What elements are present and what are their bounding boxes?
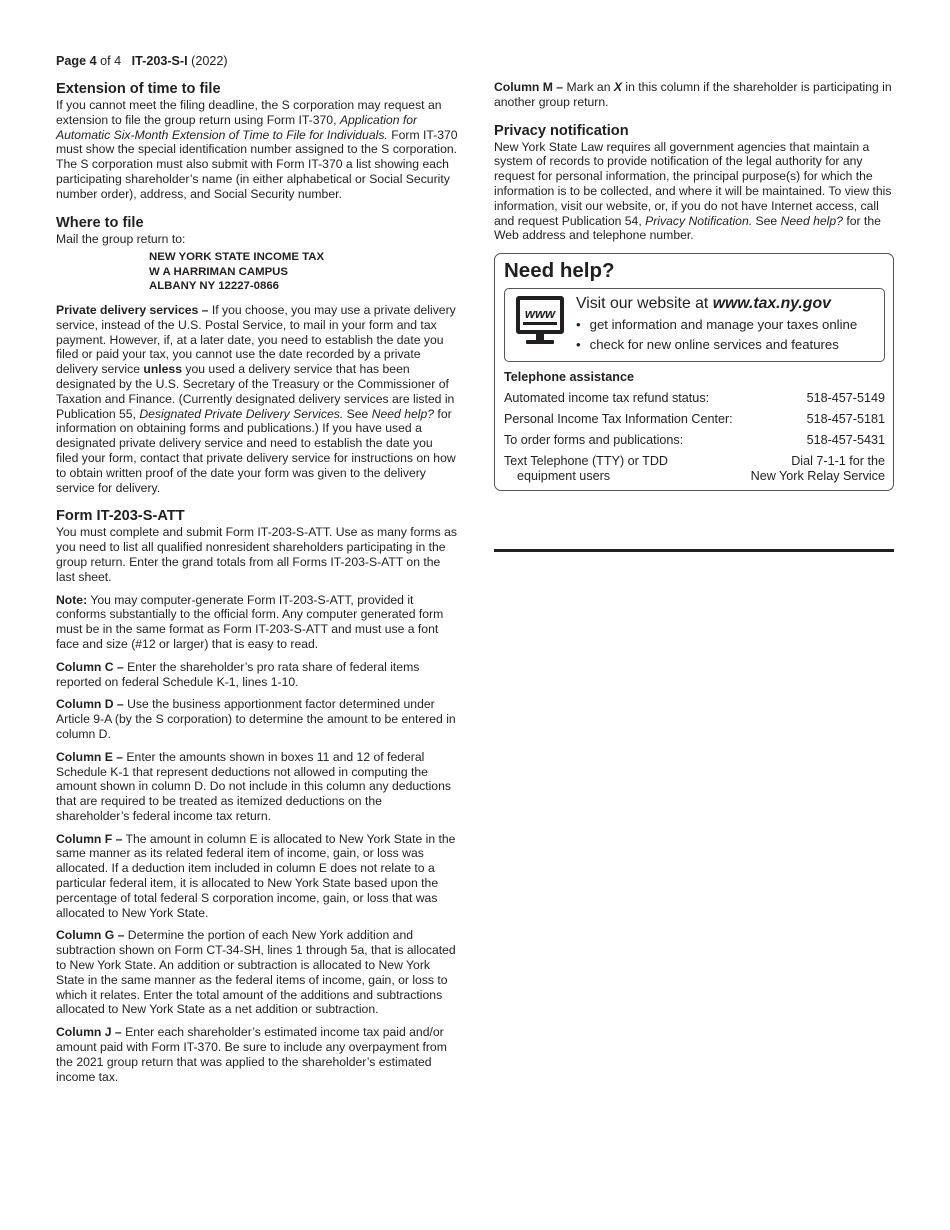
mailing-address: [149, 250, 458, 293]
extension-section: [56, 80, 458, 202]
tty-value: Dial 7-1-1 for the New York Relay Service: [750, 453, 885, 483]
private-delivery-text: Private delivery services – If you choose, you may use a private delivery service, instead of the U.S. Postal Service, to mail in your form and tax payment. However, if, at a later date, you need to establish the date you filed or paid your tax, you cannot use the date recorded by a private delivery service unless you used a delivery service that has been designated by the U.S. Secretary of the Treasury or the Commissioner of Taxation and Finance. (Currently designated delivery services are listed in Publication 55, Designated Private Delivery Services. See Need help? for information on obtaining forms and publications.) If you have used a designated private delivery service and need to establish the date you filed your form, contact that private delivery service for instructions on how to obtain written proof of the date your form was given to the delivery service for delivery.: [56, 302, 456, 495]
column-g-text: Column G – Determine the portion of each New York addition and subtraction shown on Form CT-34-SH, lines 1 through 5a, that is allocated to New York State. An addition or subtraction is allocated to New York State in the same manner as the federal items of income, gain, or loss to which it relates. Enter the total amount of the additions and subtractions allocated to New York State as a net addition or subtraction.: [56, 928, 456, 1017]
telephone-heading: Telephone assistance: [504, 370, 634, 385]
telephone-row: [504, 391, 885, 406]
www-icon-label: www: [524, 306, 556, 322]
form-number: IT-203-S-I: [131, 54, 188, 68]
extension-text: If you cannot meet the filing deadline, the S corporation may request an extension to file the group return using Form IT-370, Application for Automatic Six-Month Extension of Time to File for Individuals. Form IT-370 must show the special identification number assigned to the S corporation. The S corporation must also submit with Form IT-370 a list showing each participating shareholder’s name (in either alphabetical or Social Security number order), address, and Social Security number.: [56, 98, 458, 201]
left-column: [56, 80, 458, 1092]
address-line: W A HARRIMAN CAMPUS: [149, 265, 288, 278]
telephone-number: 518-457-5149: [806, 390, 885, 405]
website-bullets: [576, 315, 857, 355]
form-year: (2022): [191, 54, 228, 68]
website-box: [504, 288, 885, 362]
need-help-box: [494, 253, 894, 491]
page-header: [56, 54, 228, 69]
need-help-heading: Need help?: [504, 259, 615, 283]
tty-row: [504, 454, 885, 484]
list-item: • check for new online services and features: [576, 335, 857, 355]
privacy-section: [494, 122, 894, 244]
att-note: Note: You may computer-generate Form IT-203-S-ATT, provided it conforms substantially to the official form. Any computer generated form must be in the same format as Form IT-203-S-ATT and must use a font face and size (#12 or larger) that is easy to read.: [56, 592, 444, 651]
page-total: of 4: [100, 54, 122, 68]
where-intro: Mail the group return to:: [56, 231, 186, 246]
telephone-row: [504, 433, 885, 448]
telephone-number: 518-457-5431: [806, 432, 885, 447]
telephone-number: 518-457-5181: [806, 411, 885, 426]
telephone-label: Automated income tax refund status:: [504, 390, 710, 405]
right-column: [494, 80, 894, 491]
column-j-text: Column J – Enter each shareholder’s estimated income tax paid and/or amount paid with Form IT-370. Be sure to include any overpayment from the 2021 group return that was applied to the shareholder’s estimated income tax.: [56, 1025, 447, 1084]
where-heading: Where to file: [56, 214, 144, 231]
column-f-text: Column F – The amount in column E is allocated to New York State in the same manner as its related federal item of income, gain, or loss was allocated. If a deduction item included in column E does not relate to a particular federal item, it is allocated to New York State based upon the percentage of total federal S corporation income, gain, or loss that was allocated to New York State.: [56, 831, 456, 920]
address-line: ALBANY NY 12227-0866: [149, 279, 280, 292]
column-e-text: Column E – Enter the amounts shown in boxes 11 and 12 of federal Schedule K-1 that represent deductions not allowed in computing the amount shown in column D. Do not include in this column any deductions that are required to be treated as itemized deductions on the shareholder’s federal income tax return.: [56, 749, 451, 823]
extension-heading: Extension of time to file: [56, 81, 221, 97]
tty-label: Text Telephone (TTY) or TDD equipment users: [504, 453, 669, 483]
privacy-heading: Privacy notification: [494, 122, 629, 139]
att-heading: Form IT-203-S-ATT: [56, 508, 185, 525]
website-link[interactable]: www.tax.ny.gov: [712, 295, 831, 313]
telephone-label: To order forms and publications:: [504, 432, 684, 447]
att-section: [56, 507, 458, 1084]
att-intro: You must complete and submit Form IT-203-S-ATT. Use as many forms as you need to list all qualified nonresident shareholders participating in the group return. Enter the grand totals from all Forms IT-203-S-ATT on the last sheet.: [56, 525, 457, 584]
telephone-label: Personal Income Tax Information Center:: [504, 411, 733, 426]
page-number: Page 4: [56, 54, 97, 68]
privacy-text: New York State Law requires all government agencies that maintain a system of records to provide notification of the legal authority for any request for personal information, the principal purpose(s) for which the information is to be collected, and where it will be maintained. To view this information, visit our website, or, if you do not have Internet access, call and request Publication 54, Privacy Notification. See Need help? for the Web address and telephone number.: [494, 139, 892, 243]
where-section: [56, 214, 458, 496]
column-c-text: Column C – Enter the shareholder’s pro rata share of federal items reported on federal Schedule K-1, lines 1-10.: [56, 659, 420, 689]
visit-website: Visit our website at www.tax.ny.gov: [576, 295, 831, 313]
telephone-row: [504, 412, 885, 427]
address-line: NEW YORK STATE INCOME TAX: [149, 251, 325, 264]
column-d-text: Column D – Use the business apportionment factor determined under Article 9-A (by the S corporation) to determine the amount to be entered in column D.: [56, 697, 456, 741]
section-divider: [494, 549, 894, 552]
computer-monitor-icon: [514, 294, 566, 348]
website-text: [576, 294, 857, 355]
column-m-text: Column M – Mark an X in this column if the shareholder is participating in another group return.: [494, 80, 892, 109]
list-item: • get information and manage your taxes online: [576, 315, 857, 335]
